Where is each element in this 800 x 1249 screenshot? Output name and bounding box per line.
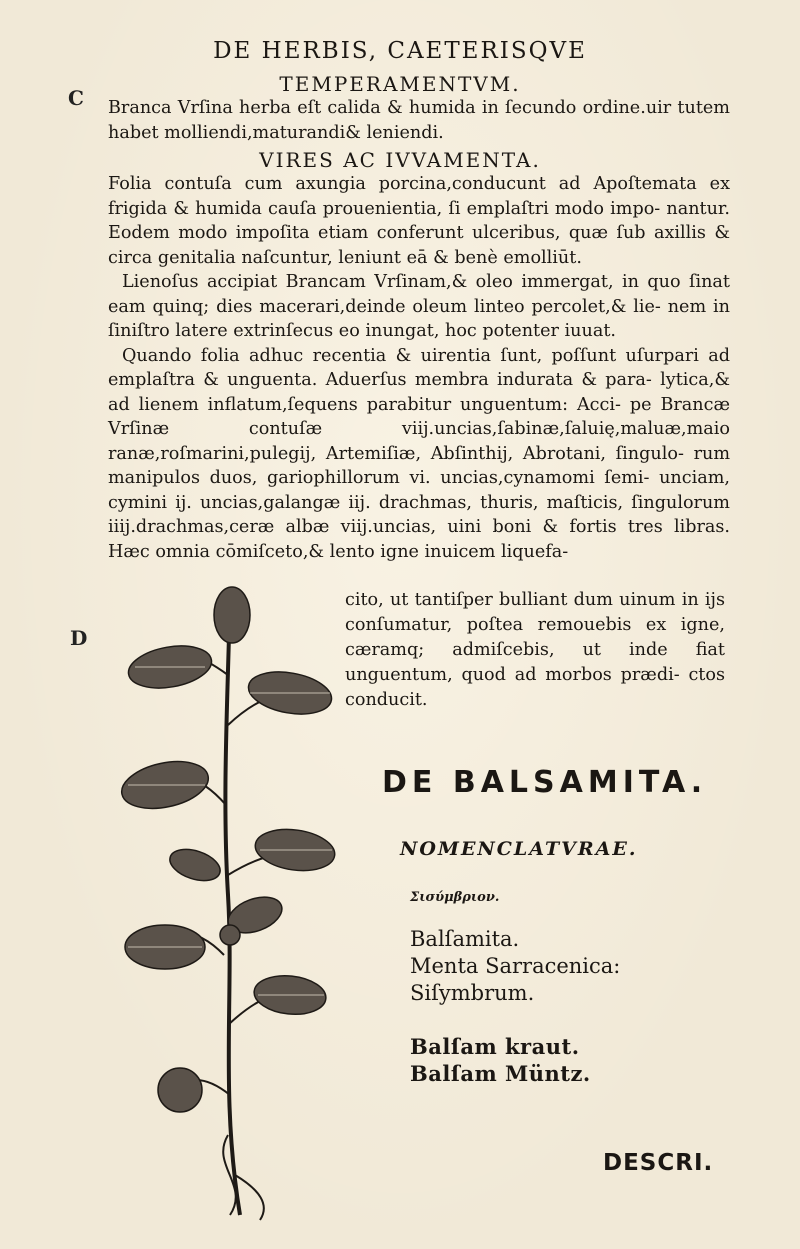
vires-text	[108, 172, 730, 564]
german-name-1: Balſam kraut.	[410, 1034, 580, 1059]
german-names	[410, 1033, 591, 1087]
margin-letter-c: C	[68, 86, 84, 110]
vires-paragraph-2: Lienoſus accipiat Brancam Vrſinam,& oleo immergat, in quo ſinat eam quinq; dies macerari,deinde oleum linteo percolet,& lie- nem in ſiniſtro latere extrinſecus eo inungat, hoc potenter iuuat.	[108, 272, 730, 341]
vires-paragraph-3: Quando folia adhuc recentia & uirentia ſunt, poſſunt uſurpari ad emplaſtra & unguenta. Aduerſus membra indurata & para- lytica,& ad lienem inflatum,ſequens parabitur unguentum: Acci- pe Brancæ Vrſinæ contuſæ viij.uncias,ſabinæ,ſaluię,maluæ,maio ranæ,roſmarini,pulegij, Artemiſiæ, Abſinthij, Abrotani, ſingulo- rum manipulos duos, gariophillorum vi. uncias,cynamomi ſemi- unciam, cymini ij. uncias,galangæ iij. drachmas, thuris, maſticis, ſingulorum iiij.drachmas,ceræ albæ viij.uncias, uini boni & fortis tres libras. Hæc omnia cōmiſceto,& lento igne inuicem liquefa-	[108, 345, 730, 562]
running-head: DE HERBIS, CAETERISQVE	[213, 38, 587, 64]
latin-name-2: Menta Sarracenica:	[410, 954, 621, 978]
heading-temperamentum: TEMPERAMENTVM.	[279, 72, 521, 96]
chapter-title: DE BALSAMITA.	[382, 765, 708, 800]
latin-name-3: Siſymbrum.	[410, 981, 535, 1005]
temperamentum-paragraph: Branca Vrſina herba eſt calida & humida in ſecundo ordine.uir tutem habet molliendi,maturandi& leniendi.	[108, 98, 730, 143]
latin-name-1: Balſamita.	[410, 927, 520, 951]
balsamita-plant-illustration	[110, 575, 350, 1225]
vires-paragraph-1: Folia contuſa cum axungia porcina,conducunt ad Apoſtemata ex frigida & humida cauſa prouenientia, ſi emplaſtri modo impo- nantur. Eodem modo impoſita etiam conferunt ulceribus, quæ ſub axillis & circa genitalia naſcuntur, leniunt eā & benè emolliūt.	[108, 174, 730, 268]
margin-letter-d: D	[70, 626, 88, 650]
latin-names	[410, 926, 620, 1007]
temperamentum-text	[108, 96, 730, 145]
greek-name: Σισύμβριον.	[410, 890, 500, 905]
german-name-2: Balſam Müntz.	[410, 1061, 591, 1086]
heading-vires: VIRES AC IVVAMENTA.	[259, 148, 541, 172]
catchword: DESCRI.	[603, 1150, 714, 1176]
nomenclaturae-heading: NOMENCLATVRAE.	[400, 838, 638, 860]
right-column-text: cito, ut tantiſper bulliant dum uinum in ijs conſumatur, poſtea remouebis ex igne, cæramq; admiſcebis, ut inde fiat unguentum, quod ad morbos prædi- ctos conducit.	[345, 590, 725, 710]
